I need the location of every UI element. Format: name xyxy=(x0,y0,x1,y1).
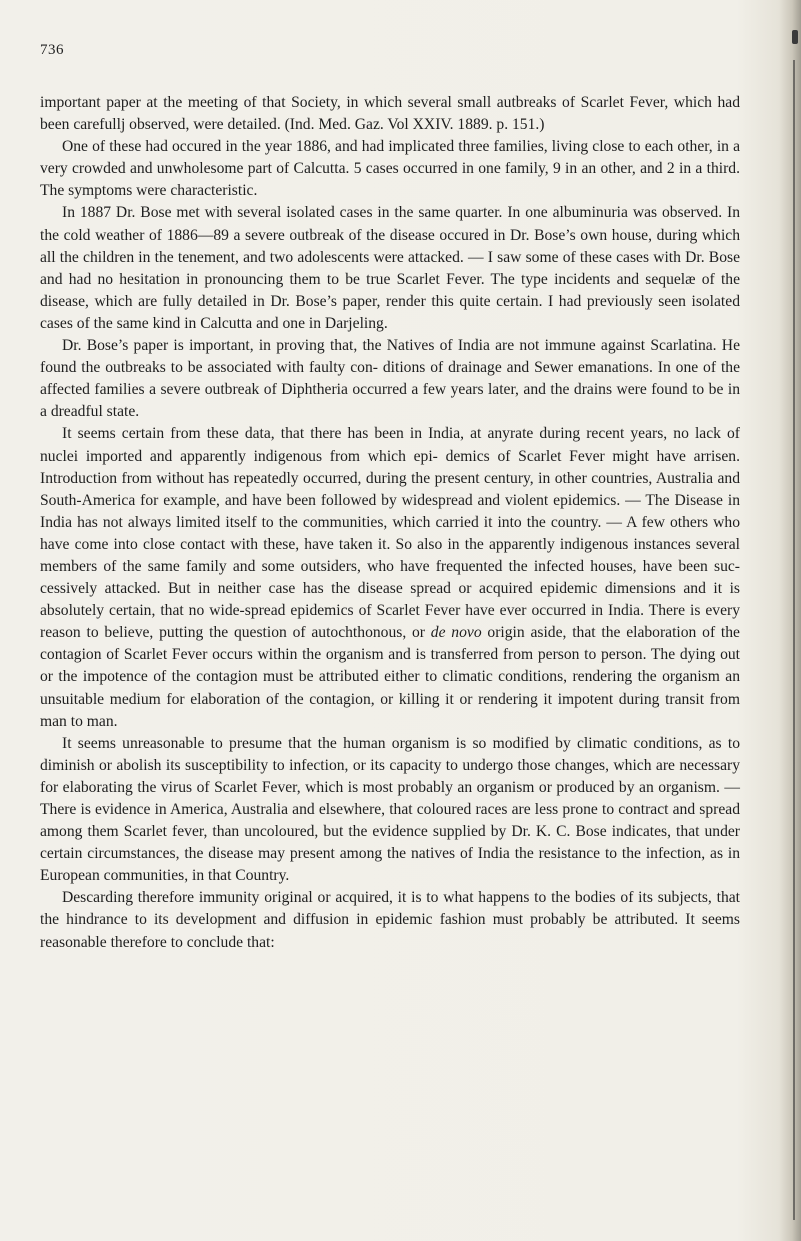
page-binding-line xyxy=(793,60,795,1220)
paragraph-2: One of these had occured in the year 1886, and had implicated three families, living close to each other, in a very crowded and unwholesome part of Calcutta. 5 cases occurred in one family, 9 in an other, and 2 in a third. The symptoms were characteristic. xyxy=(40,138,740,200)
paragraph-4: Dr. Bose’s paper is important, in proving that, the Natives of India are not immune against Scarlatina. He found the outbreaks to be associated with faulty con- ditions of drainage and Sewer emanations. In one of the affected families a severe outbreak of Diphtheria occurred a few years later, and the drains were found to be in a dreadful state. xyxy=(40,337,740,421)
paragraph-5-part-1: It seems certain from these data, that there has been in India, at anyrate during recent years, no lack of nuclei imported and apparently indigenous from which epi- demics of Scarlet Fever might have arrisen. Introduction from without has repeatedly occurred, during the present century, in other countries, Australia and South-America for example, and have been followed by widespread and violent epidemics. — The Disease in India has not always limited itself to the communities, which carried it into the country. — A few others who have come into close contact with these, have taken it. So also in the apparently indigenous instances several members of the same family and some outsiders, who have frequented the infected houses, have been suc- cessively attacked. But in neither case has the disease spread or acquired epidemic dimensions and it is absolutely certain, that no wide-spread epidemics of Scarlet Fever have ever occurred in India. There is every reason to believe, putting the question of autochthonous, or xyxy=(40,425,740,642)
page-number: 736 xyxy=(40,42,64,58)
body-text xyxy=(40,92,740,954)
paragraph-5 xyxy=(40,423,740,732)
paragraph-1: important paper at the meeting of that Society, in which several small autbreaks of Scarlet Fever, which had been carefullj observed, were detailed. (Ind. Med. Gaz. Vol XXIV. 1889. p. 151.) xyxy=(40,94,740,134)
paragraph-3: In 1887 Dr. Bose met with several isolated cases in the same quarter. In one albuminuria was observed. In the cold weather of 1886—89 a severe outbreak of the disease occured in Dr. Bose’s own house, during which all the children in the tenement, and two adolescents were attacked. — I saw some of these cases with Dr. Bose and had no hesitation in pronouncing them to be true Scarlet Fever. The type incidents and sequelæ of the disease, which are fully detailed in Dr. Bose’s paper, render this quite certain. I had previously seen isolated cases of the same kind in Calcutta and one in Darjeling. xyxy=(40,204,740,332)
paragraph-5-part-2: origin aside, that the elaboration of the contagion of Scarlet Fever occurs within the organism and is transferred from person to person. The dying out or the impotence of the contagion must be attributed either to climatic conditions, rendering the organism an unsuitable medium for elaboration of the contagion, or killing it or rendering it impotent during transit from man to man. xyxy=(40,624,740,730)
page-edge-shadow xyxy=(779,0,801,1241)
page-edge-mark xyxy=(792,30,798,44)
paragraph-6: It seems unreasonable to presume that the human organism is so modified by climatic conditions, as to diminish or abolish its susceptibility to infection, or its capacity to undergo those changes, which are necessary for elaborating the virus of Scarlet Fever, which is most probably an organism or produced by an organism. — There is evidence in America, Australia and elsewhere, that coloured races are less prone to contract and spread among them Scarlet fever, than uncoloured, but the evidence supplied by Dr. K. C. Bose indicates, that under certain circumstances, the disease may present among the natives of India the resistance to the infection, as in European communities, in that Country. xyxy=(40,734,740,885)
paragraph-5-italic: de novo xyxy=(430,624,482,642)
paragraph-7: Descarding therefore immunity original or acquired, it is to what happens to the bodies of its subjects, that the hindrance to its development and diffusion in epidemic fashion must probably be attributed. It seems reasonable therefore to conclude that: xyxy=(40,889,740,951)
